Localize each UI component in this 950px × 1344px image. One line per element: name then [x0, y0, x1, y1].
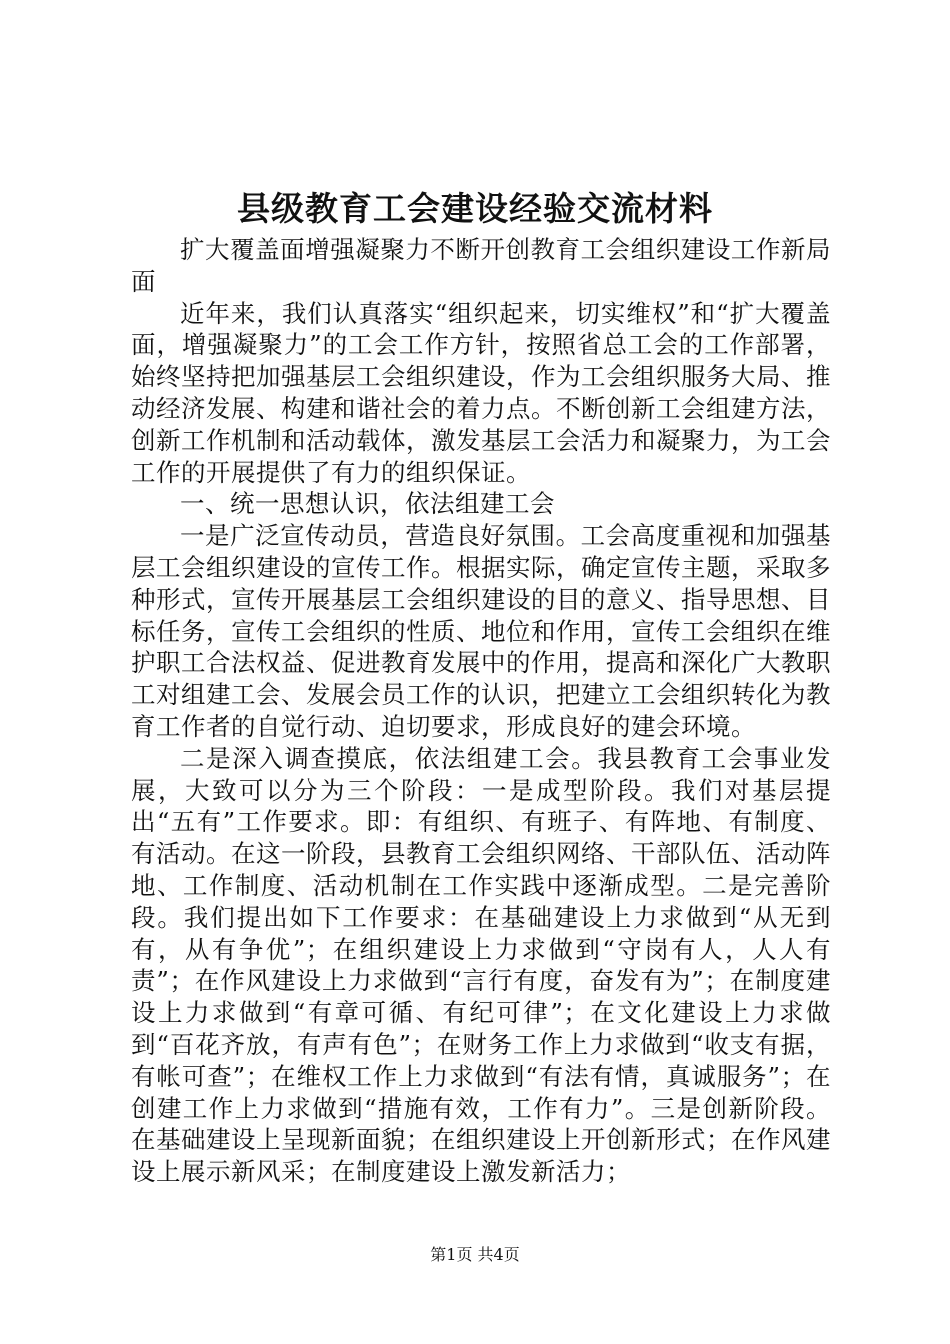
body-paragraph: 二是深入调查摸底，依法组建工会。我县教育工会事业发展，大致可以分为三个阶段：一是成型阶段。我们对基层提出“五有”工作要求。即：有组织、有班子、有阵地、有制度、有活动。在这一阶段，县教育工会组织网络、干部队伍、活动阵地、工作制度、活动机制在工作实践中逐渐成型。二是完善阶段。我们提出如下工作要求：在基础建设上力求做到“从无到有，从有争优”；在组织建设上力求做到“守岗有人，人人有责”；在作风建设上力求做到“言行有度，奋发有为”；在制度建设上力求做到“有章可循、有纪可律”；在文化建设上力求做到“百花齐放，有声有色”；在财务工作上力求做到“收支有据，有帐可查”；在维权工作上力求做到“有法有情，真诚服务”；在创建工作上力求做到“措施有效，工作有力”。三是创新阶段。在基础建设上呈现新面貌；在组织建设上开创新形式；在作风建设上展示新风采；在制度建设上激发新活力；	[131, 743, 831, 1187]
page-footer: 第1页 共4页	[430, 1245, 520, 1264]
document-title: 县级教育工会建设经验交流材料	[237, 189, 713, 228]
intro-paragraph: 近年来，我们认真落实“组织起来，切实维权”和“扩大覆盖面，增强凝聚力”的工会工作方针，按照省总工会的工作部署，始终坚持把加强基层工会组织建设，作为工会组织服务大局、推动经济发展、构建和谐社会的着力点。不断创新工会组建方法，创新工作机制和活动载体，激发基层工会活力和凝聚力，为工会工作的开展提供了有力的组织保证。	[131, 298, 831, 487]
body-paragraph: 一是广泛宣传动员，营造良好氛围。工会高度重视和加强基层工会组织建设的宣传工作。根据实际，确定宣传主题，采取多种形式，宣传开展基层工会组织建设的目的意义、指导思想、目标任务，宣传工会组织的性质、地位和作用，宣传工会组织在维护职工合法权益、促进教育发展中的作用，提高和深化广大教职工对组建工会、发展会员工作的认识，把建立工会组织转化为教育工作者的自觉行动、迫切要求，形成良好的建会环境。	[131, 521, 831, 741]
section-heading: 一、统一思想认识，依法组建工会	[180, 489, 555, 519]
document-body	[131, 234, 831, 1188]
subtitle-paragraph: 扩大覆盖面增强凝聚力不断开创教育工会组织建设工作新局面	[131, 235, 831, 296]
